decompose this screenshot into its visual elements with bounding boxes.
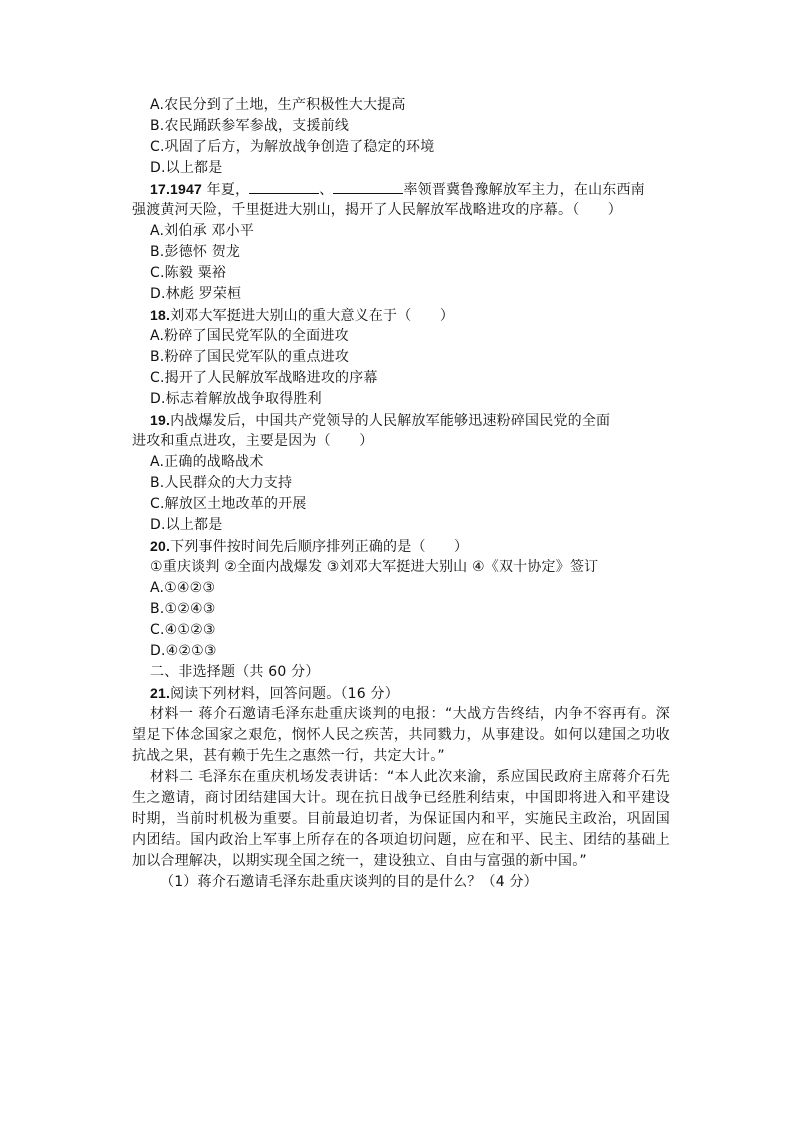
q18-option-b: B.粉碎了国民党军队的重点进攻 — [150, 349, 350, 365]
q19-stem-line2: 进攻和重点进攻，主要是因为（ ） — [132, 433, 374, 449]
q18-text: 刘邓大军挺进大别山的重大意义在于（ ） — [170, 308, 455, 324]
q21-number: 21. — [150, 685, 171, 701]
q17-option-d: D.林彪 罗荣桓 — [150, 286, 242, 302]
q16-option-b: B.农民踊跃参军参战，支援前线 — [150, 118, 350, 134]
q19-number: 19. — [150, 412, 171, 428]
q17-blank-1 — [249, 179, 319, 194]
q18-option-a: A.粉碎了国民党军队的全面进攻 — [150, 328, 349, 344]
document-content — [132, 95, 670, 893]
section-2-title: 二、非选择题（共 60 分） — [150, 664, 320, 680]
q17-text-after: 率领晋冀鲁豫解放军主力，在山东西南 — [403, 182, 645, 198]
q19-option-c: C.解放区土地改革的开展 — [150, 496, 307, 512]
q19-option-a: A.正确的战略战术 — [150, 454, 264, 470]
q20-option-c: C.④①②③ — [150, 622, 216, 638]
q18-number: 18. — [150, 307, 171, 323]
q21-material-2: 材料二 毛泽东在重庆机场发表讲话：“本人此次来渝，系应国民政府主席蒋介石先生之邀请，商讨团结建国大计。现在抗日战争已经胜利结束，中国即将进入和平建设时期，当前时机极为重要。目前最迫切者，为保证国内和平，实施民主政治，巩固国内团结。国内政治上军事上所存在的各项迫切问题，应在和平、民主、团结的基础上加以合理解决，以期实现全国之统一，建设独立、自由与富强的新中国。” — [132, 769, 670, 869]
q20-stem — [150, 536, 670, 557]
q19-text: 内战爆发后，中国共产党领导的人民解放军能够迅速粉碎国民党的全面 — [170, 413, 611, 429]
q21-stem — [150, 683, 670, 704]
q20-option-a: A.①④②③ — [150, 580, 216, 596]
q17-stem-line2: 强渡黄河天险，千里挺进大别山，揭开了人民解放军战略进攻的序幕。（ ） — [132, 202, 622, 218]
q21-text: 阅读下列材料，回答问题。（16 分） — [170, 686, 399, 702]
q18-stem — [150, 305, 670, 326]
q20-option-b: B.①②④③ — [150, 601, 216, 617]
q21-material-1: 材料一 蒋介石邀请毛泽东赴重庆谈判的电报：“大战方告终结，内争不容再有。深望足下体念国家之艰危，悯怀人民之疾苦，共同戮力，从事建设。如何以建国之功收抗战之果，甚有赖于先生之惠然一行，共定大计。” — [132, 706, 670, 764]
q19-option-d: D.以上都是 — [150, 517, 223, 533]
q17-option-c: C.陈毅 粟裕 — [150, 265, 227, 281]
q18-option-c: C.揭开了人民解放军战略进攻的序幕 — [150, 370, 378, 386]
q20-option-d: D.④②①③ — [150, 643, 217, 659]
q17-option-a: A.刘伯承 邓小平 — [150, 223, 255, 239]
q19-stem — [150, 410, 670, 431]
q20-events: ①重庆谈判 ②全面内战爆发 ③刘邓大军挺进大别山 ④《双十协定》签订 — [150, 559, 599, 575]
q20-number: 20. — [150, 538, 171, 554]
q16-option-d: D.以上都是 — [150, 160, 223, 176]
q17-text-mid: 、 — [319, 182, 334, 198]
q16-option-a: A.农民分到了土地，生产积极性大大提高 — [150, 97, 406, 113]
q16-option-c: C.巩固了后方，为解放战争创造了稳定的环境 — [150, 139, 435, 155]
q17-text-before: 年夏， — [206, 182, 250, 198]
q17-blank-2 — [333, 179, 403, 194]
q17-option-b: B.彭德怀 贺龙 — [150, 244, 241, 260]
q19-option-b: B.人民群众的大力支持 — [150, 475, 293, 491]
q18-option-d: D.标志着解放战争取得胜利 — [150, 391, 322, 407]
q20-text: 下列事件按时间先后顺序排列正确的是（ ） — [170, 539, 469, 555]
q17-number: 17.1947 — [150, 181, 203, 197]
q21-sub-question-1: （1）蒋介石邀请毛泽东赴重庆谈判的目的是什么？（4 分） — [160, 874, 538, 890]
q17-stem — [150, 179, 670, 200]
